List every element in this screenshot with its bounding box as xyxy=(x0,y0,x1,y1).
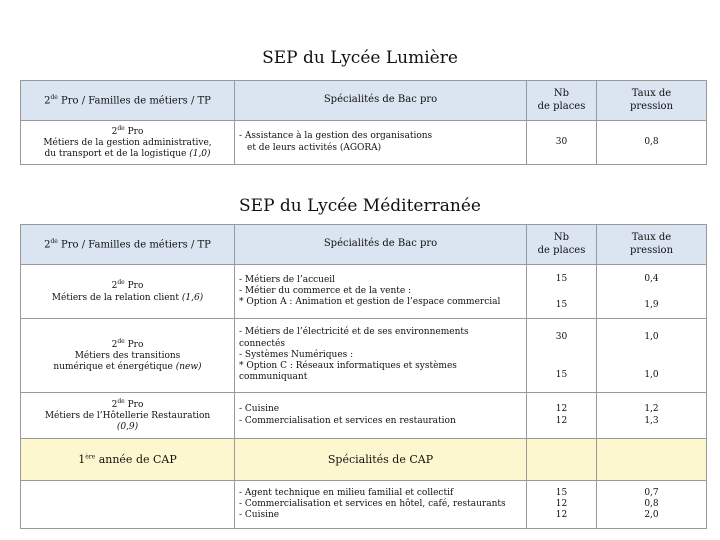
table-row xyxy=(21,481,707,529)
family-cell: 2de Pro Métiers de l’Hôtellerie Restauration (0,9) xyxy=(21,393,235,439)
places-cell: 12 12 xyxy=(527,393,597,439)
pression-cell: 0,4 1,9 xyxy=(597,265,707,319)
cap-header-specialites: Spécialités de CAP xyxy=(235,439,527,481)
table-mediterranee xyxy=(20,224,707,529)
cap-family-cell-empty xyxy=(21,481,235,529)
pression-cell: 1,0 1,0 xyxy=(597,319,707,393)
family-cell: 2de Pro Métiers de la gestion administrative, du transport et de la logistique (1,0) xyxy=(21,121,235,165)
family-cell: 2de Pro Métiers de la relation client (1,6) xyxy=(21,265,235,319)
table-row xyxy=(21,319,707,393)
pression-cell: 0,7 0,8 2,0 xyxy=(597,481,707,529)
header-specialites: Spécialités de Bac pro xyxy=(235,81,527,121)
header-nb-places: Nb de places xyxy=(527,225,597,265)
table-lumiere xyxy=(20,80,707,165)
specialite-cell: - Agent technique en milieu familial et collectif - Commercialisation et services en hôtel, café, restaurants - Cuisine xyxy=(235,481,527,529)
specialite-cell: - Assistance à la gestion des organisations et de leurs activités (AGORA) xyxy=(235,121,527,165)
places-cell: 15 15 xyxy=(527,265,597,319)
table-header-row xyxy=(21,81,707,121)
places-cell: 30 xyxy=(527,121,597,165)
table-row xyxy=(21,121,707,165)
places-cell: 30 15 xyxy=(527,319,597,393)
pression-cell: 1,2 1,3 xyxy=(597,393,707,439)
header-families: 2de Pro / Familles de métiers / TP xyxy=(21,225,235,265)
header-nb-places: Nb de places xyxy=(527,81,597,121)
specialite-cell: - Métiers de l’électricité et de ses environnements connectés - Systèmes Numériques : * Option C : Réseaux informatiques et systèmes communiquant xyxy=(235,319,527,393)
header-taux-pression: Taux de pression xyxy=(597,81,707,121)
header-taux-pression: Taux de pression xyxy=(597,225,707,265)
table-row xyxy=(21,393,707,439)
section-title-mediterranee: SEP du Lycée Méditerranée xyxy=(239,196,481,216)
cap-header-empty-pression xyxy=(597,439,707,481)
header-specialites: Spécialités de Bac pro xyxy=(235,225,527,265)
table-header-row xyxy=(21,225,707,265)
header-families: 2de Pro / Familles de métiers / TP xyxy=(21,81,235,121)
specialite-cell: - Cuisine - Commercialisation et services en restauration xyxy=(235,393,527,439)
family-cell: 2de Pro Métiers des transitions numérique et énergétique (new) xyxy=(21,319,235,393)
table-row xyxy=(21,265,707,319)
specialite-cell: - Métiers de l’accueil - Métier du commerce et de la vente : * Option A : Animation et gestion de l’espace commercial xyxy=(235,265,527,319)
cap-header-row xyxy=(21,439,707,481)
pression-cell: 0,8 xyxy=(597,121,707,165)
cap-header-annee: 1ère année de CAP xyxy=(21,439,235,481)
section-title-lumiere: SEP du Lycée Lumière xyxy=(262,48,458,68)
places-cell: 15 12 12 xyxy=(527,481,597,529)
cap-header-empty-places xyxy=(527,439,597,481)
